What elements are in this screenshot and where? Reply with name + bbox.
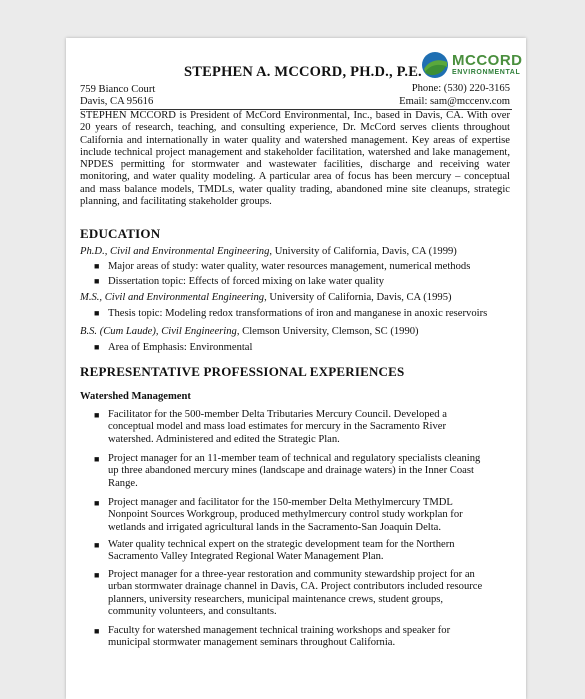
address-line-2: Davis, CA 95616 — [80, 96, 154, 107]
bullet-icon: ■ — [94, 261, 100, 271]
experience-item: ■ Water quality technical expert on the strategic development team for the Northern Sacramento Valley Integrated Regional Water Management Plan. — [94, 539, 455, 563]
education-bullet: ■ Area of Emphasis: Environmental — [94, 342, 253, 353]
degree-title: B.S. (Cum Laude), Civil Engineering — [80, 326, 237, 337]
company-logo — [420, 50, 526, 82]
bullet-icon: ■ — [94, 410, 100, 420]
degree-title: Ph.D., Civil and Environmental Engineering — [80, 246, 270, 257]
bullet-icon: ■ — [94, 342, 100, 352]
degree-phd — [80, 246, 457, 257]
bullet-icon: ■ — [94, 626, 100, 636]
bullet-icon: ■ — [94, 276, 100, 286]
degree-school: , University of California, Davis, CA (1995) — [264, 292, 452, 303]
education-bullet: ■ Major areas of study: water quality, water resources management, numerical methods — [94, 261, 471, 272]
degree-school: , Clemson University, Clemson, SC (1990) — [236, 326, 419, 337]
experience-heading: REPRESENTATIVE PROFESSIONAL EXPERIENCES — [80, 364, 405, 379]
experience-item: ■ Faculty for watershed management technical training workshops and speaker for municipal stormwater management seminars throughout California. — [94, 625, 451, 649]
experience-item: ■ Project manager for an 11-member team of technical and regulatory specialists cleaning up three abandoned mercury mines (landscape and drainage waters) in the Inner Coast Range. — [94, 453, 481, 489]
experience-item: ■ Project manager and facilitator for the 150-member Delta Methylmercury TMDL Nonpoint Sources Workgroup, produced methylmercury control study workplan for wetlands and irrigated agricultural lands in the Sacramento-San Joaquin Delta. — [94, 497, 463, 533]
education-bullet: ■ Dissertation topic: Effects of forced mixing on lake water quality — [94, 276, 385, 287]
bullet-icon: ■ — [94, 570, 100, 580]
degree-title: M.S., Civil and Environmental Engineering — [80, 292, 265, 303]
logo-mark-icon — [420, 50, 450, 80]
email-address: Email: sam@mccenv.com — [399, 96, 510, 107]
bullet-icon: ■ — [94, 454, 100, 464]
education-bullet: ■ Thesis topic: Modeling redox transformations of iron and manganese in anoxic reservoirs — [94, 308, 488, 319]
summary-paragraph: STEPHEN MCCORD is President of McCord Environmental, Inc., based in Davis, CA. With over 20 years of research, teaching, and consulting experience, Dr. McCord serves clients throughout California and internationally in water quality and watershed management. Key areas of expertise include technical project management and stakeholder facilitation, watershed and lake management, NPDES permitting for stormwater and wastewater facilities, discharge and receiving water monitoring, and water quality modeling. A particular area of focus has been mercury – conceptual and mass balance models, TMDLs, water quality trading, abandoned mine site cleanups, strategic planning, and facilitating stakeholder groups. — [80, 110, 510, 208]
degree-school: , University of California, Davis, CA (1999) — [269, 246, 457, 257]
experience-item: ■ Facilitator for the 500-member Delta Tributaries Mercury Council. Developed a conceptual model and mass load estimates for mercury in the Sacramento River watershed. Administered and edited the Strategic Plan. — [94, 409, 447, 445]
address-line-1: 759 Bianco Court — [80, 84, 156, 95]
degree-bs — [80, 326, 419, 337]
education-heading: EDUCATION — [80, 226, 161, 241]
candidate-name: STEPHEN A. MCCORD, PH.D., P.E. — [184, 64, 422, 80]
resume-page — [66, 38, 526, 699]
experience-subheading: Watershed Management — [80, 391, 191, 402]
logo-text-top: MCCORD — [452, 52, 523, 69]
bullet-icon: ■ — [94, 498, 100, 508]
bullet-icon: ■ — [94, 308, 100, 318]
logo-text-bottom: ENVIRONMENTAL — [452, 69, 521, 76]
phone-number: Phone: (530) 220-3165 — [411, 83, 510, 94]
degree-ms — [80, 292, 452, 303]
experience-item: ■ Project manager for a three-year restoration and community stewardship project for an urban stormwater drainage channel in Davis, CA. Project contributors included resource planners, university researchers, municipal maintenance crews, student groups, community volunteers, and consultants. — [94, 569, 483, 618]
bullet-icon: ■ — [94, 540, 100, 550]
